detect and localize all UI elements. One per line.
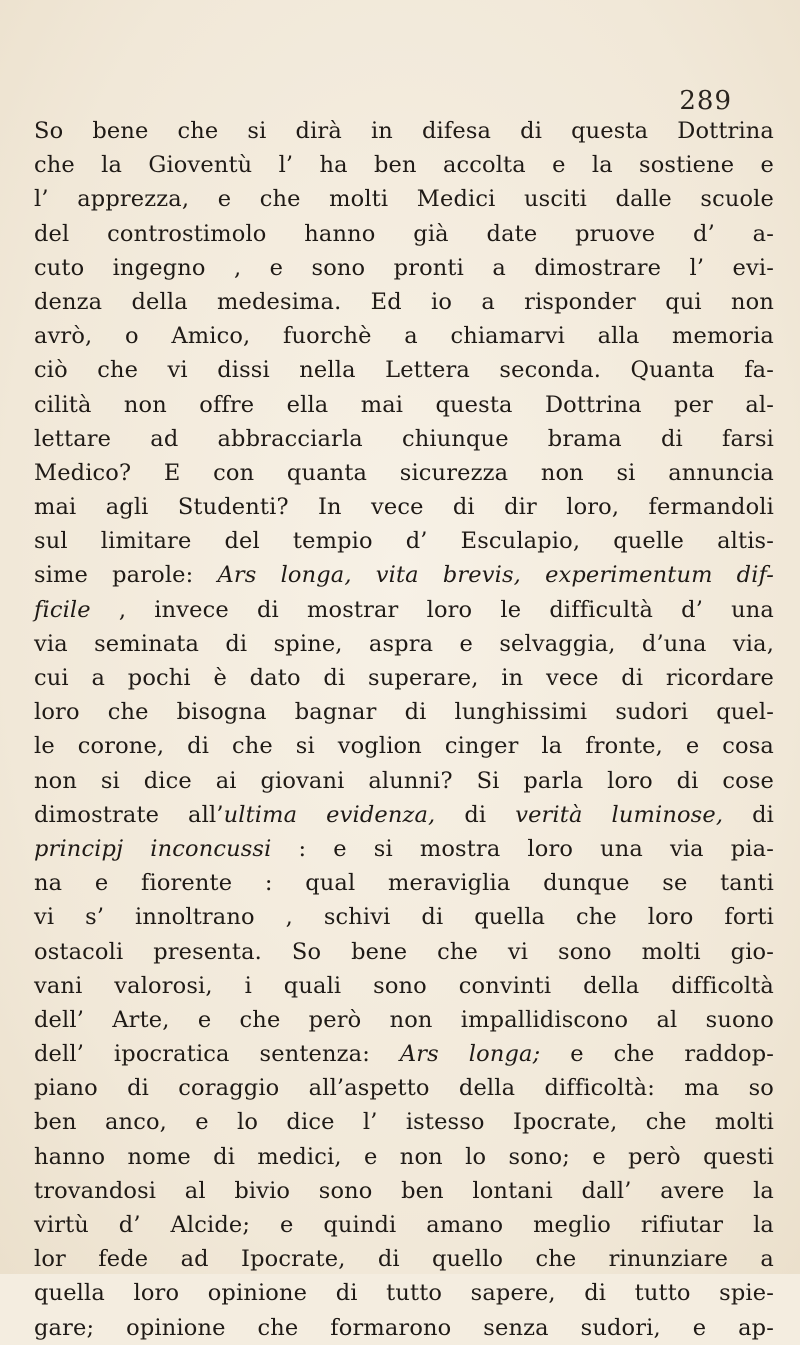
text-line (34, 285, 774, 319)
text-line (34, 1003, 774, 1037)
text-line (34, 1105, 774, 1139)
text-line (34, 593, 774, 627)
text-segment: di (435, 801, 516, 828)
text-segment: dell’ ipocratica sentenza: (34, 1041, 400, 1068)
text-segment: ciò che vi dissi nella Lettera seconda. Quanta fa- (34, 357, 774, 384)
text-line (34, 798, 774, 832)
text-segment: mai agli Studenti? In vece di dir loro, fermandoli (34, 494, 774, 521)
text-line (34, 1242, 774, 1276)
text-segment: hanno nome di medici, e non lo sono; e però questi (34, 1143, 774, 1170)
text-line (34, 319, 774, 353)
text-line (34, 558, 774, 592)
italic-text-segment: ficile (34, 596, 91, 623)
text-segment: loro che bisogna bagnar di lunghissimi sudori quel- (34, 699, 774, 726)
text-segment: cuto ingegno , e sono pronti a dimostrare l’ evi- (34, 254, 774, 281)
text-line (34, 182, 774, 216)
text-line (34, 1140, 774, 1174)
text-line (34, 148, 774, 182)
text-segment: trovandosi al bivio sono ben lontani dall’ avere la (34, 1177, 774, 1204)
text-line (34, 1174, 774, 1208)
text-line (34, 217, 774, 251)
text-line (34, 422, 774, 456)
text-segment: virtù d’ Alcide; e quindi amano meglio rifiutar la (34, 1212, 774, 1238)
italic-text-segment: Ars longa, vita brevis, experimentum dif- (217, 562, 774, 589)
body-text (34, 114, 774, 1345)
text-segment: che la Gioventù l’ ha ben accolta e la sostiene e (34, 152, 774, 179)
text-line (34, 935, 774, 969)
text-line (34, 1037, 774, 1071)
text-segment: del controstimolo hanno già date pruove d’ a- (34, 220, 774, 247)
text-line (34, 388, 774, 422)
italic-text-segment: verità luminose, (515, 801, 724, 828)
text-segment: vani valorosi, i quali sono convinti della difficoltà (34, 972, 774, 999)
text-segment: sime parole: (34, 562, 218, 589)
text-line (34, 1311, 774, 1345)
text-segment: denza della medesima. Ed io a risponder qui non (34, 288, 774, 315)
italic-text-segment: ultima evidenza, (223, 801, 436, 828)
text-segment: gare; opinione che formarono senza sudori, e ap- (34, 1314, 774, 1341)
text-segment: le corone, di che si voglion cinger la fronte, e cosa (34, 733, 774, 760)
text-segment: : e si mostra loro una via pia- (271, 835, 774, 862)
text-segment: non si dice ai giovani alunni? Si parla loro di cose (34, 767, 774, 794)
text-segment: cilità non offre ella mai questa Dottrina per al- (34, 391, 774, 418)
text-line (34, 627, 774, 661)
text-line (34, 1276, 774, 1310)
text-line (34, 695, 774, 729)
text-line (34, 1208, 774, 1242)
text-line (34, 114, 774, 148)
text-segment: sul limitare del tempio d’ Esculapio, quelle altis- (34, 528, 774, 555)
text-segment: e che raddop- (540, 1041, 774, 1068)
text-segment: vi s’ innoltrano , schivi di quella che loro forti (34, 904, 774, 931)
page-number: 289 (679, 86, 732, 116)
text-segment: di (723, 801, 774, 828)
text-line (34, 969, 774, 1003)
text-segment: So bene che si dirà in difesa di questa Dottrina (34, 118, 774, 144)
text-line (34, 661, 774, 695)
text-line (34, 764, 774, 798)
italic-text-segment: Ars longa; (399, 1041, 541, 1068)
text-line (34, 524, 774, 558)
text-segment: lettare ad abbracciarla chiunque brama di farsi (34, 425, 774, 452)
text-line (34, 490, 774, 524)
text-segment: , invece di mostrar loro le difficultà d’ una (90, 596, 774, 623)
text-segment: ben anco, e lo dice l’ istesso Ipocrate, che molti (34, 1109, 774, 1136)
text-segment: quella loro opinione di tutto sapere, di tutto spie- (34, 1280, 774, 1307)
text-segment: dell’ Arte, e che però non impallidiscono al suono (34, 1006, 774, 1033)
text-line (34, 729, 774, 763)
text-line (34, 353, 774, 387)
text-segment: via seminata di spine, aspra e selvaggia, d’una via, (34, 630, 774, 657)
italic-text-segment: principj inconcussi (34, 835, 272, 862)
text-segment: Medico? E con quanta sicurezza non si annuncia (34, 459, 774, 486)
text-line (34, 1071, 774, 1105)
text-segment: piano di coraggio all’aspetto della difficoltà: ma so (34, 1075, 774, 1102)
text-segment: cui a pochi è dato di superare, in vece di ricordare (34, 665, 774, 691)
text-segment: ostacoli presenta. So bene che vi sono molti gio- (34, 938, 774, 965)
text-segment: avrò, o Amico, fuorchè a chiamarvi alla memoria (34, 323, 774, 350)
text-segment: na e fiorente : qual meraviglia dunque se tanti (34, 870, 774, 897)
text-line (34, 900, 774, 934)
text-line (34, 251, 774, 285)
text-segment: l’ apprezza, e che molti Medici usciti dalle scuole (34, 186, 774, 213)
text-segment: dimostrate all’ (34, 801, 224, 828)
text-segment: lor fede ad Ipocrate, di quello che rinunziare a (34, 1246, 774, 1273)
text-line (34, 456, 774, 490)
text-line (34, 866, 774, 900)
text-line (34, 832, 774, 866)
